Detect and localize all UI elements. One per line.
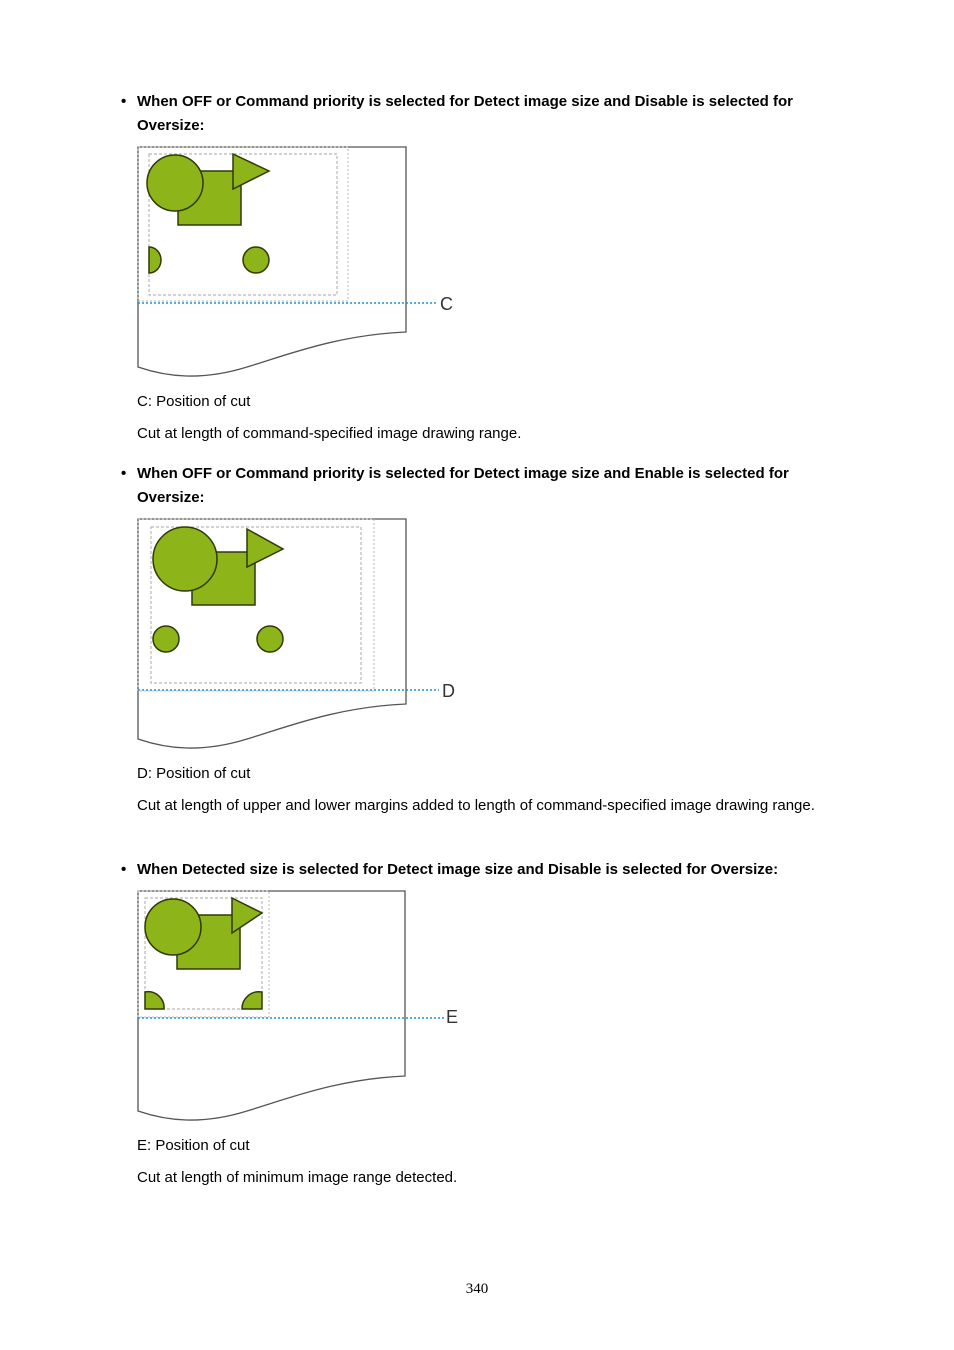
large-circle-shape (153, 527, 217, 591)
cut-label: E (446, 1007, 459, 1027)
cut-label: C (440, 294, 453, 314)
small-circle-shape-left (153, 626, 179, 652)
bullet: • (121, 93, 127, 110)
large-circle-shape (145, 899, 201, 955)
caption: E: Position of cut (137, 1137, 250, 1154)
page-number: 340 (465, 1281, 489, 1297)
bullet: • (121, 465, 127, 482)
description: Cut at length of upper and lower margins added to length of command-specified image drawing range. (137, 797, 815, 814)
large-circle-shape (147, 155, 203, 211)
cut-diagram-d (137, 517, 467, 752)
small-circle-shape (243, 247, 269, 273)
section-heading: When OFF or Command priority is selected for Detect image size and Enable is selected for Oversize: (137, 465, 789, 506)
description: Cut at length of command-specified image drawing range. (137, 425, 522, 442)
cut-diagram-e (137, 889, 467, 1124)
bullet: • (121, 861, 127, 878)
caption: D: Position of cut (137, 765, 251, 782)
section-heading: When OFF or Command priority is selected for Detect image size and Disable is selected for Oversize: (137, 93, 794, 134)
small-circle-shape-right (257, 626, 283, 652)
caption: C: Position of cut (137, 393, 251, 410)
description: Cut at length of minimum image range detected. (137, 1169, 458, 1186)
section-heading: When Detected size is selected for Detect image size and Disable is selected for Oversize: (137, 861, 779, 878)
cut-diagram-c (137, 145, 467, 380)
cut-label: D (442, 681, 455, 701)
